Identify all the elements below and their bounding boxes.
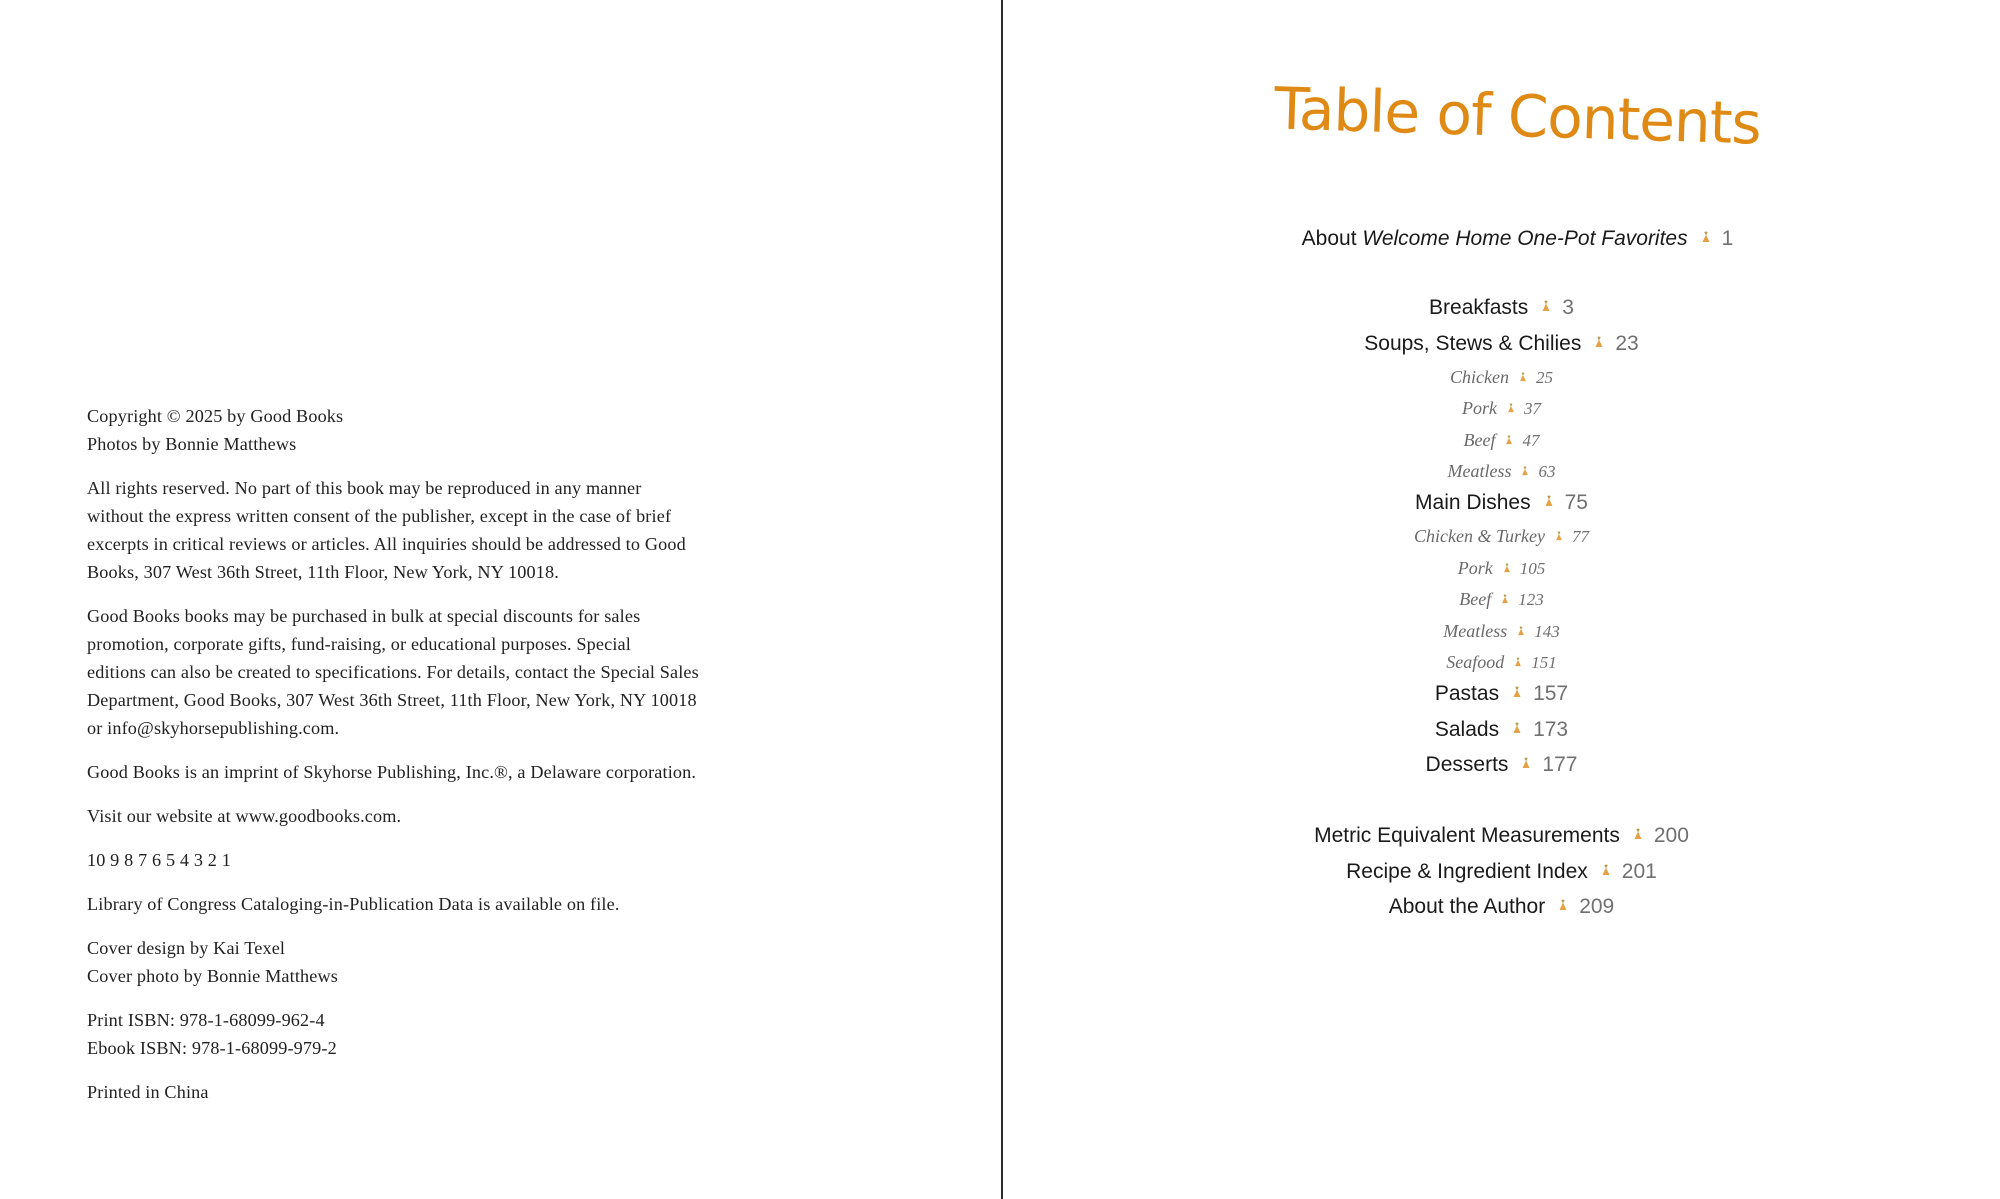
toc-page-number: 47 xyxy=(1522,430,1540,450)
copyright-line: editions can also be created to specifications. For details, contact the Special Sales xyxy=(87,662,699,682)
toc-entry-label: About the Author xyxy=(1388,895,1546,918)
toc-entry-label: Chicken xyxy=(1450,366,1509,387)
copyright-line: Books, 307 West 36th Street, 11th Floor, New York, NY 10018. xyxy=(87,562,559,582)
copyright-paragraph xyxy=(87,890,787,918)
copyright-paragraph xyxy=(87,602,787,742)
copyright-text xyxy=(87,402,787,1122)
copyright-line: Print ISBN: 978-1-68099-962-4 xyxy=(87,1010,325,1030)
copyright-paragraph xyxy=(87,758,787,786)
toc-subentry xyxy=(1003,589,2000,610)
toc-page-number: 151 xyxy=(1531,653,1557,672)
copyright-line: All rights reserved. No part of this book may be reproduced in any manner xyxy=(87,478,642,498)
toc-entry-label: Beef xyxy=(1459,589,1492,609)
carrot-icon xyxy=(1511,686,1523,698)
toc-page-number: 200 xyxy=(1653,824,1689,847)
toc-page-number: 77 xyxy=(1571,527,1589,546)
toc-entry-label: Salads xyxy=(1434,717,1500,741)
copyright-line: without the express written consent of the publisher, except in the case of brief xyxy=(87,506,672,526)
toc-page-number: 23 xyxy=(1615,331,1639,355)
carrot-icon xyxy=(1520,757,1532,769)
toc-entry-label: About xyxy=(1301,227,1363,250)
carrot-icon xyxy=(1632,828,1644,840)
carrot-icon xyxy=(1557,899,1569,911)
toc-subentry xyxy=(1003,526,2000,547)
toc-page xyxy=(1003,0,2000,1199)
toc-entry-label: Beef xyxy=(1463,429,1496,450)
toc-entry-backmatter xyxy=(1003,860,2000,884)
copyright-line: or info@skyhorsepublishing.com. xyxy=(87,718,340,738)
toc-entry-label: Metric Equivalent Measurements xyxy=(1314,824,1620,847)
toc-subentry xyxy=(1003,461,2000,482)
toc-entry-label: Meatless xyxy=(1447,461,1512,481)
copyright-paragraph xyxy=(87,1078,787,1106)
carrot-icon xyxy=(1506,403,1516,413)
toc-entry-label: Recipe & Ingredient Index xyxy=(1346,859,1588,883)
toc-title: Table of Contents xyxy=(1273,74,1762,158)
toc-subentry xyxy=(1003,621,2000,642)
toc-entry-label: Seafood xyxy=(1446,652,1505,672)
copyright-line: Cover design by Kai Texel xyxy=(87,938,286,958)
toc-entry-label: Breakfasts xyxy=(1429,296,1529,319)
copyright-paragraph xyxy=(87,802,787,830)
toc-page-number: 1 xyxy=(1721,227,1734,250)
toc-page-number: 37 xyxy=(1524,399,1541,418)
carrot-icon xyxy=(1513,657,1523,667)
carrot-icon xyxy=(1516,626,1526,636)
copyright-line: excerpts in critical reviews or articles. All inquiries should be addressed to Good xyxy=(87,534,686,554)
toc-subentry xyxy=(1003,558,2000,579)
toc-page-number: 105 xyxy=(1519,558,1546,578)
toc-page-number: 143 xyxy=(1534,621,1560,641)
toc-entry-backmatter xyxy=(1003,824,2000,848)
copyright-line: Copyright © 2025 by Good Books xyxy=(87,406,344,426)
carrot-icon xyxy=(1554,531,1564,541)
toc-page-number: 209 xyxy=(1579,895,1615,918)
carrot-icon xyxy=(1593,336,1605,348)
toc-entry xyxy=(1003,332,2000,356)
toc-page-number: 123 xyxy=(1518,590,1544,609)
toc-entry xyxy=(1003,753,2000,777)
toc-entry-label: Main Dishes xyxy=(1415,491,1531,514)
carrot-icon xyxy=(1500,594,1510,604)
carrot-icon xyxy=(1600,864,1612,876)
carrot-icon xyxy=(1520,466,1530,476)
toc-page-number: 177 xyxy=(1542,753,1578,776)
copyright-line: Good Books books may be purchased in bulk at special discounts for sales xyxy=(87,606,641,626)
toc-entry xyxy=(1003,682,2000,706)
toc-page-number: 173 xyxy=(1533,717,1569,741)
copyright-line: 10 9 8 7 6 5 4 3 2 1 xyxy=(87,850,231,870)
copyright-paragraph xyxy=(87,402,787,458)
copyright-line: Ebook ISBN: 978-1-68099-979-2 xyxy=(87,1038,337,1058)
toc-entry-label: Pastas xyxy=(1434,682,1500,705)
toc-book-title: Welcome Home One-Pot Favorites xyxy=(1362,227,1688,250)
copyright-line: Good Books is an imprint of Skyhorse Publishing, Inc.®, a Delaware corporation. xyxy=(87,762,697,782)
copyright-line: Cover photo by Bonnie Matthews xyxy=(87,966,339,986)
copyright-paragraph xyxy=(87,1006,787,1062)
toc-entry-about xyxy=(1019,227,2000,251)
toc-entry-label: Desserts xyxy=(1425,753,1509,776)
toc-entry-label: Pork xyxy=(1462,398,1497,418)
toc-page-number: 63 xyxy=(1538,462,1556,481)
toc-page-number: 3 xyxy=(1562,296,1574,319)
copyright-line: Photos by Bonnie Matthews xyxy=(87,434,297,454)
carrot-icon xyxy=(1543,495,1555,507)
carrot-icon xyxy=(1504,435,1514,445)
toc-subentry xyxy=(1003,367,2000,388)
toc-entry xyxy=(1003,491,2000,515)
toc-page-number: 201 xyxy=(1621,859,1657,883)
carrot-icon xyxy=(1511,722,1523,734)
carrot-icon xyxy=(1700,231,1712,243)
toc-entry-label: Meatless xyxy=(1443,620,1508,641)
toc-entry-label: Soups, Stews & Chilies xyxy=(1364,331,1582,355)
copyright-paragraph xyxy=(87,846,787,874)
carrot-icon xyxy=(1540,300,1552,312)
copyright-line: Library of Congress Cataloging-in-Publication Data is available on file. xyxy=(87,894,620,914)
copyright-line: Department, Good Books, 307 West 36th Street, 11th Floor, New York, NY 10018 xyxy=(87,690,697,710)
toc-entry-label: Chicken & Turkey xyxy=(1414,526,1545,546)
carrot-icon xyxy=(1502,563,1512,573)
toc-page-number: 157 xyxy=(1533,682,1569,705)
toc-page-number: 75 xyxy=(1564,491,1588,514)
toc-subentry xyxy=(1003,398,2000,419)
toc-entry xyxy=(1003,296,2000,320)
toc-page-number: 25 xyxy=(1535,367,1553,387)
toc-entry-backmatter xyxy=(1003,895,2000,919)
copyright-paragraph xyxy=(87,474,787,586)
copyright-line: Visit our website at www.goodbooks.com. xyxy=(87,806,402,826)
copyright-line: promotion, corporate gifts, fund-raising, or educational purposes. Special xyxy=(87,634,631,654)
copyright-line: Printed in China xyxy=(87,1082,209,1102)
toc-subentry xyxy=(1003,430,2000,451)
copyright-paragraph xyxy=(87,934,787,990)
toc-subentry xyxy=(1003,652,2000,673)
toc-entry-label: Pork xyxy=(1457,557,1493,578)
toc-entry xyxy=(1003,718,2000,742)
carrot-icon xyxy=(1518,372,1528,382)
